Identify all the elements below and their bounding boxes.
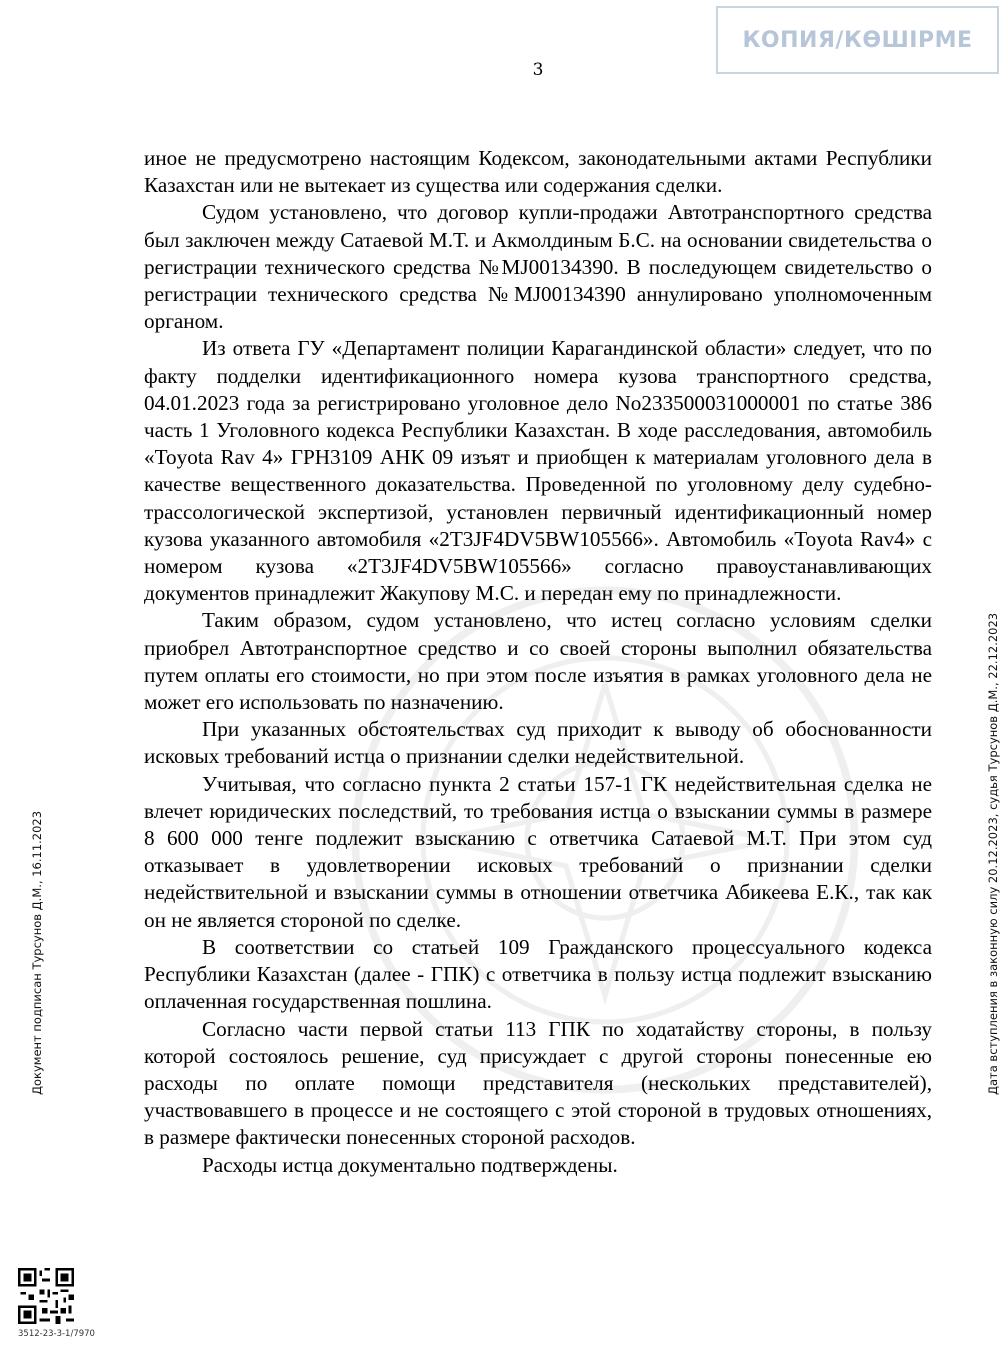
qr-code-number: 3512-23-3-1/7970	[18, 1329, 95, 1339]
page-number: 3	[532, 60, 544, 80]
document-body	[144, 145, 932, 1179]
paragraph-6: Учитывая, что согласно пункта 2 статьи 157-1 ГК недействительная сделка не влечет юридических последствий, то требования истца о взыскании суммы в размере 8 600 000 тенге подлежит взысканию с ответчика Сатаевой М.Т. При этом суд отказывает в удовлетворении исковых требований о признании сделки недействительной и взыскании суммы в отношении ответчика Абикеева Е.К., так как он не является стороной по сделке.	[144, 771, 932, 932]
paragraph-9: Расходы истца документально подтверждены.	[202, 1152, 618, 1177]
paragraph-8: Согласно части первой статьи 113 ГПК по ходатайству стороны, в пользу которой состоялось решение, суд присуждает с другой стороны понесенные ею расходы по оплате помощи представителя (нескольких представителей), участвовавшего в процессе и не состоящего с этой стороной в трудовых отношениях, в размере фактически понесенных стороной расходов.	[144, 1016, 932, 1150]
entry-into-force-side-note: Дата вступления в законную силу 20.12.2023, судья Турсунов Д.М., 22.12.2023	[986, 612, 1000, 1095]
paragraph-5: При указанных обстоятельствах суд приходит к выводу об обоснованности исковых требований истца о признании сделки недействительной.	[144, 717, 932, 769]
paragraph-7: В соответствии со статьей 109 Гражданского процессуального кодекса Республики Казахстан (далее - ГПК) с ответчика в пользу истца подлежит взысканию оплаченная государственная пошлина.	[144, 934, 932, 1014]
paragraph-4: Таким образом, судом установлено, что истец согласно условиям сделки приобрел Автотранспортное средство и со своей стороны выполнил обязательства путем оплаты его стоимости, но при этом после изъятия в рамках уголовного дела не может его использовать по назначению.	[144, 608, 932, 715]
paragraph-3: Из ответа ГУ «Департамент полиции Карагандинской области» следует, что по факту подделки идентификационного номера кузова транспортного средства, 04.01.2023 года за регистрировано уголовное дело No233500031000001 по статье 386 часть 1 Уголовного кодекса Республики Казахстан. В ходе расследования, автомобиль «Toyota Rav 4» ГРН3109 АНК 09 изъят и приобщен к материалам уголовного дела в качестве вещественного доказательства. Проведенной по уголовному делу судебно-трассологической экспертизой, установлен первичный идентификационный номер кузова указанного автомобиля «2T3JF4DV5BW105566». Автомобиль «Toyota Rav4» с номером кузова «2T3JF4DV5BW105566» согласно правоустанавливающих документов принадлежит Жакупову М.С. и передан ему по принадлежности.	[144, 336, 932, 606]
paragraph-1: иное не предусмотрено настоящим Кодексом, законодательными актами Республики Казахстан или не вытекает из существа или содержания сделки.	[144, 146, 932, 198]
qr-code-icon	[18, 1268, 74, 1324]
paragraph-2: Судом установлено, что договор купли-продажи Автотранспортного средства был заключен между Сатаевой М.Т. и Акмолдиным Б.С. на основании свидетельства о регистрации технического средства №MJ00134390. В последующем свидетельство о регистрации технического средства №MJ00134390 аннулировано уполномоченным органом.	[144, 200, 932, 334]
signature-side-note: Документ подписан Турсунов Д.М., 16.11.2023	[30, 810, 44, 1095]
copy-stamp: КОПИЯ/КӨШІРМЕ	[716, 6, 999, 74]
